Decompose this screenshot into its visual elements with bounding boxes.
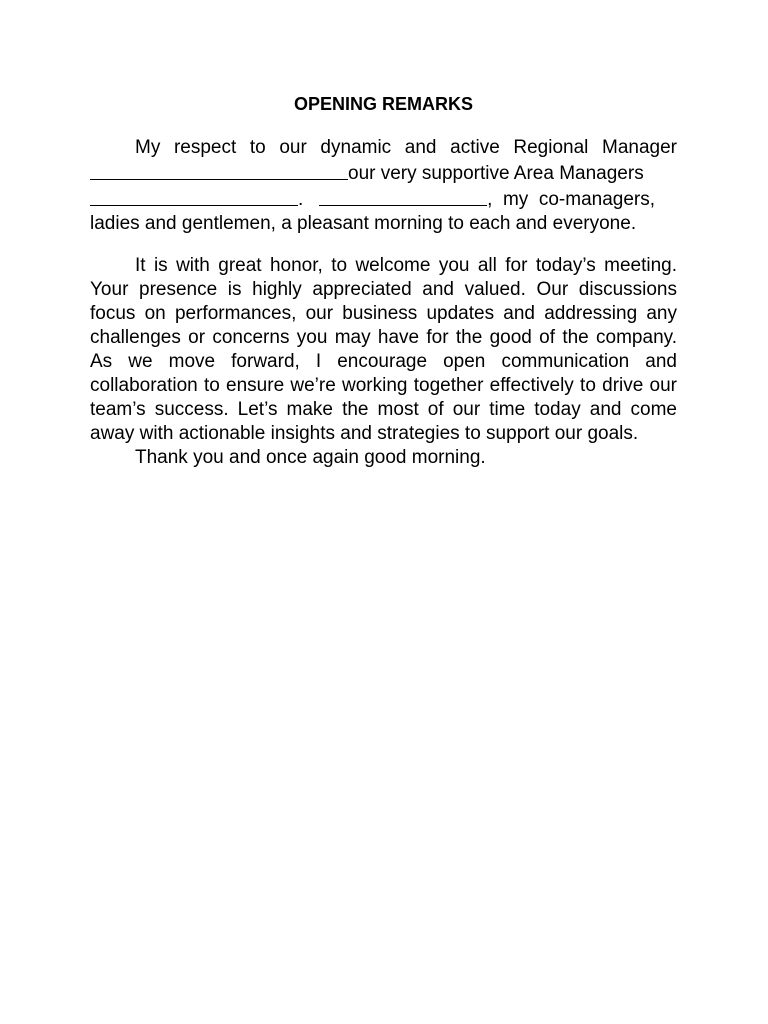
greeting-line-1: My respect to our dynamic and active Regional Manager <box>135 137 677 158</box>
greeting-line-2-text: our very supportive Area Managers <box>348 163 644 184</box>
greeting-line-2 <box>90 160 677 186</box>
document-title: OPENING REMARKS <box>293 94 473 114</box>
greeting-separator: . <box>298 189 304 210</box>
document-page <box>90 92 677 470</box>
greeting-line-3 <box>90 186 677 212</box>
greeting-line-4: ladies and gentlemen, a pleasant morning to each and everyone. <box>90 213 637 234</box>
paragraph-welcome: It is with great honor, to welcome you all for today’s meeting. Your presence is highly appreciated and valued. Our discussions focus on performances, our business updates and addressing any challenges or concerns you may have for the good of the company. As we move forward, I encourage open communication and collaboration to ensure we’re working together effectively to drive our team’s success. Let’s make the most of our time today and come away with actionable insights and strategies to support our goals. <box>90 255 677 444</box>
paragraph-closing: Thank you and once again good morning. <box>135 447 486 468</box>
greeting-line-3-text: , my co-managers, <box>487 189 656 210</box>
regional-manager-blank <box>90 161 348 180</box>
paragraph-greeting <box>90 136 677 236</box>
area-manager-blank-1 <box>90 187 298 206</box>
area-manager-blank-2 <box>319 187 487 206</box>
